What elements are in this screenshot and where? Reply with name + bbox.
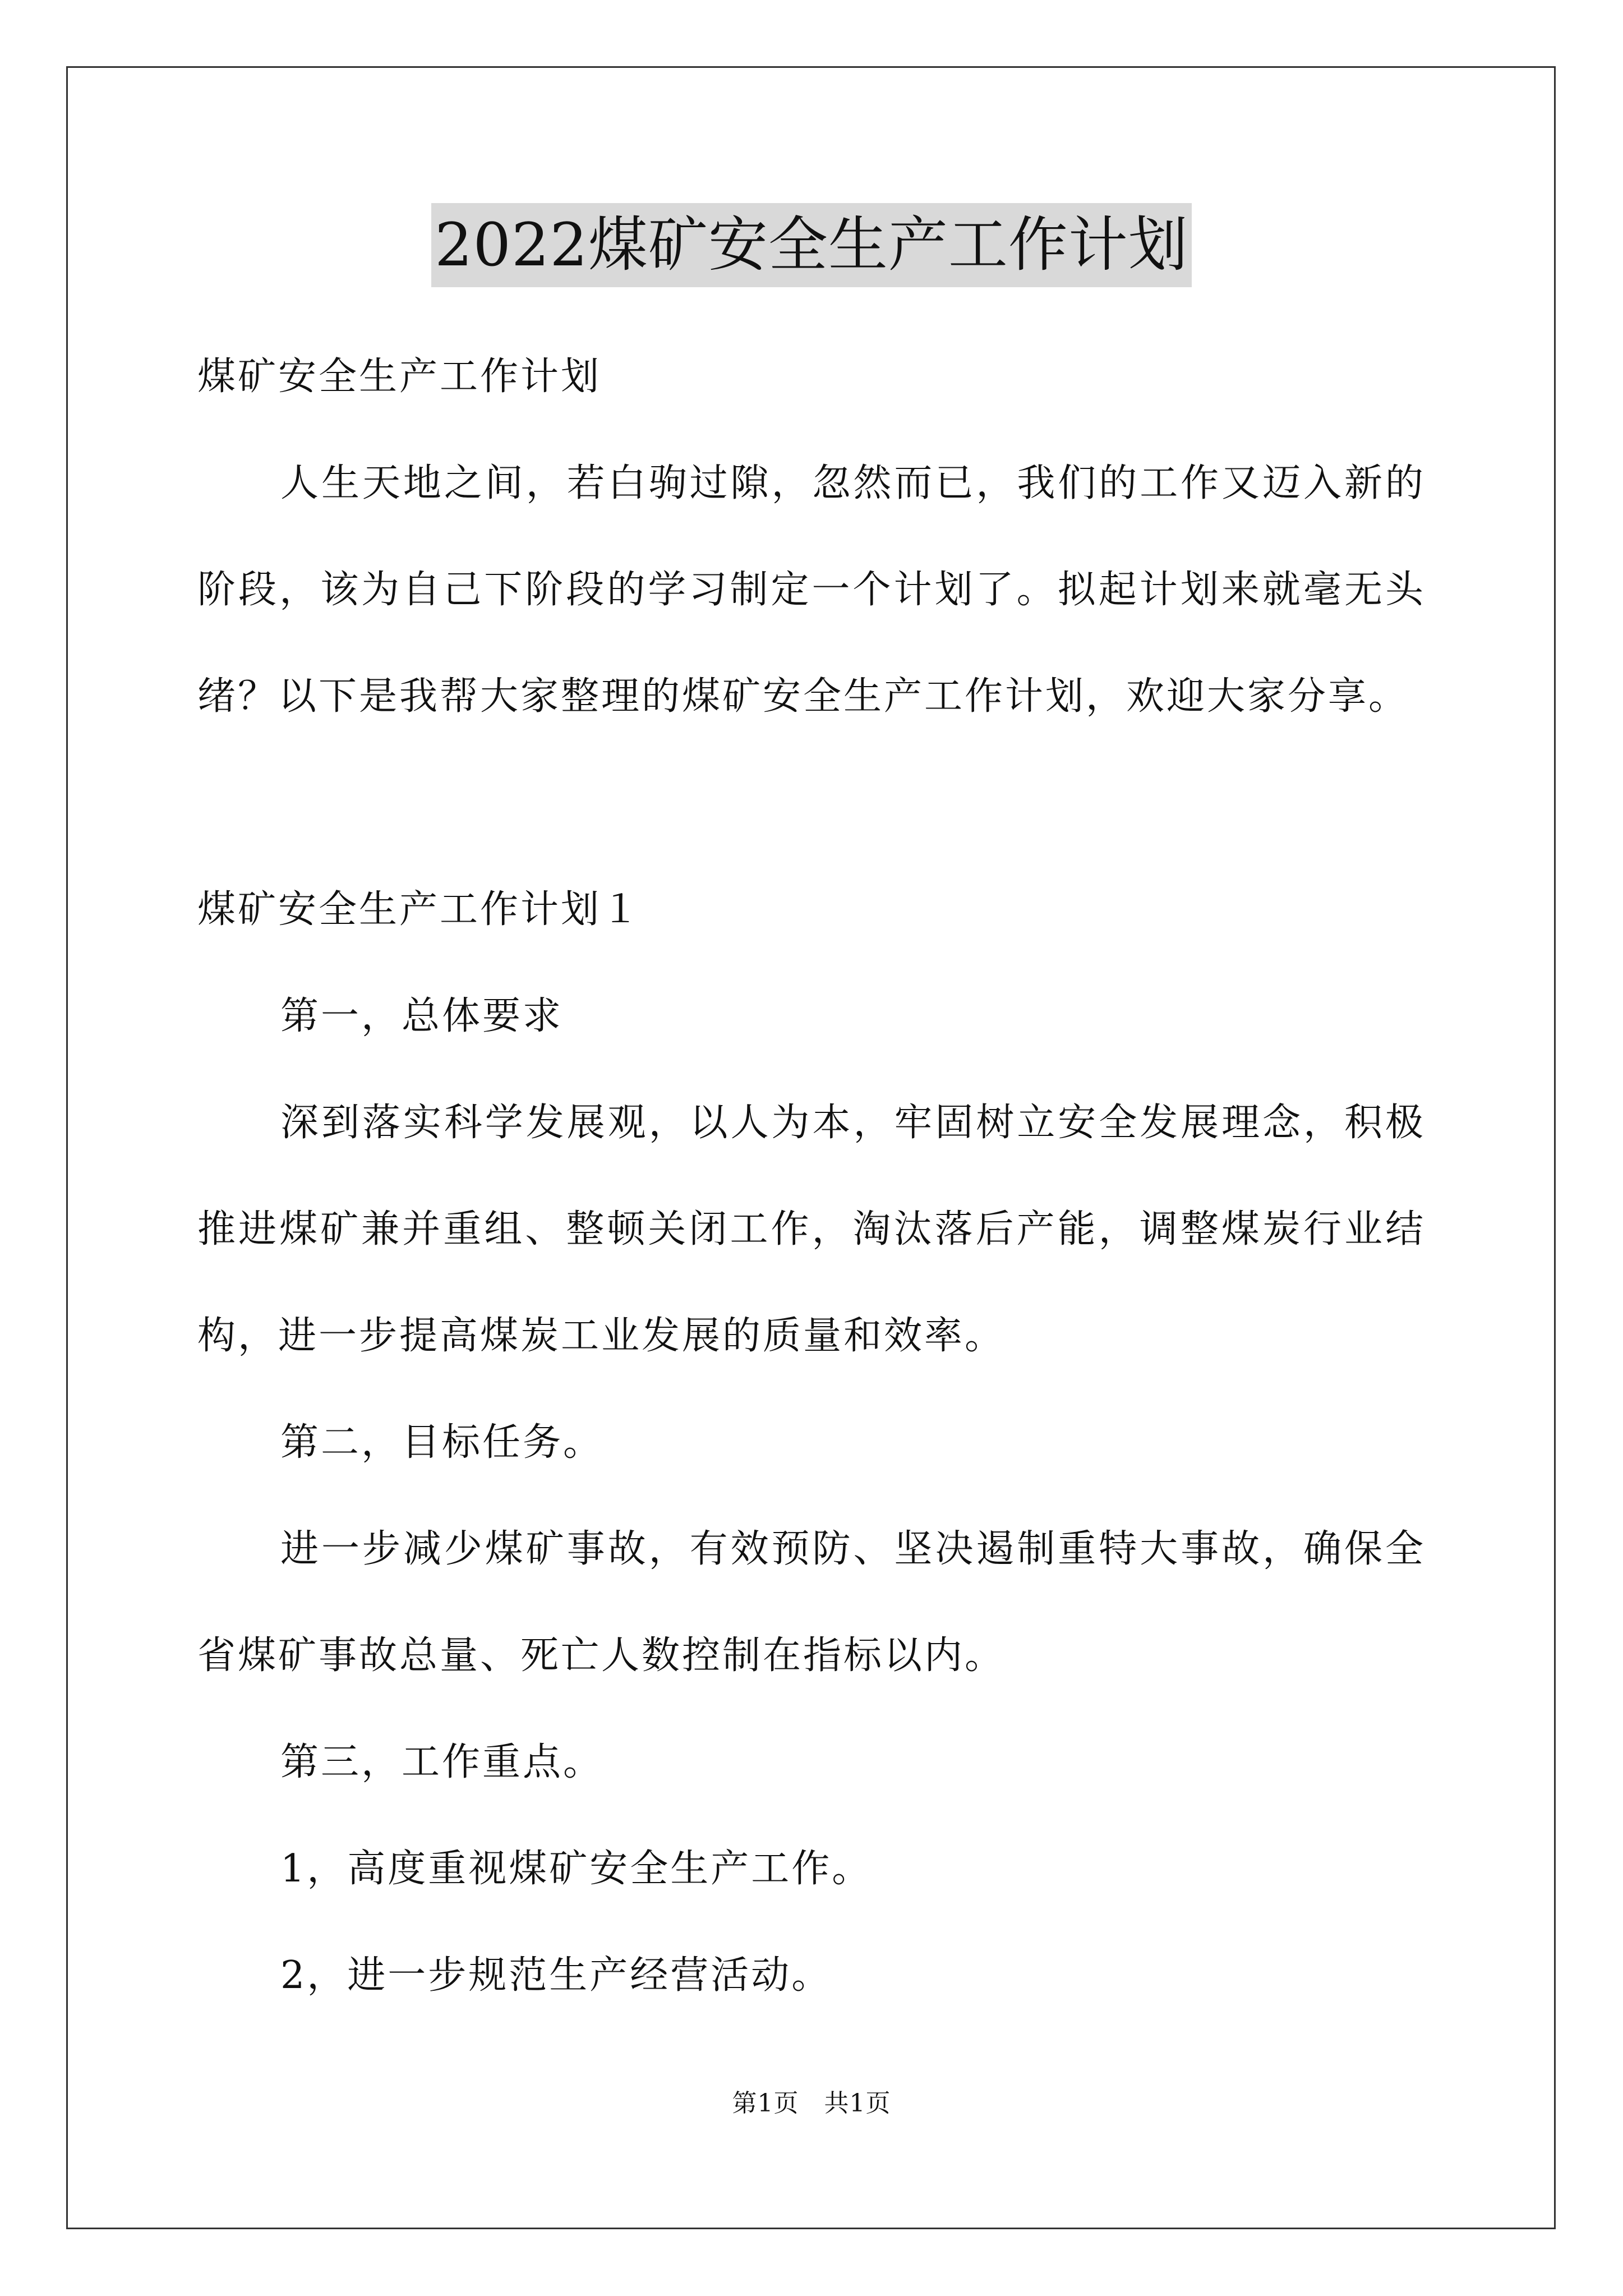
intro-line-2: 阶段，该为自己下阶段的学习制定一个计划了。拟起计划来就毫无头 [197,568,1426,612]
part1-body-line-1: 深到落实科学发展观，以人为本，牢固树立安全发展理念，积极 [280,1101,1426,1145]
document-title: 2022煤矿安全生产工作计划 [431,203,1192,287]
list-item-2: 2，进一步规范生产经营活动。 [280,1953,832,1998]
list-item-1: 1，高度重视煤矿安全生产工作。 [280,1847,873,1891]
section-heading: 煤矿安全生产工作计划１ [197,887,642,932]
part2-body-line-2: 省煤矿事故总量、死亡人数控制在指标以内。 [197,1634,1006,1678]
document-title-block [0,203,1623,287]
part3-heading: 第三，工作重点。 [280,1740,604,1784]
part2-heading: 第二，目标任务。 [280,1420,604,1465]
subtitle: 煤矿安全生产工作计划 [197,355,602,399]
intro-line-1: 人生天地之间，若白驹过隙，忽然而已，我们的工作又迈入新的 [280,461,1426,505]
part2-body-line-1: 进一步减少煤矿事故，有效预防、坚决遏制重特大事故，确保全 [280,1527,1426,1571]
intro-line-3: 绪？以下是我帮大家整理的煤矿安全生产工作计划，欢迎大家分享。 [197,674,1409,719]
page-footer: 第1页 共1页 [732,2089,891,2118]
part1-body-line-2: 推进煤矿兼并重组、整顿关闭工作，淘汰落后产能，调整煤炭行业结 [197,1207,1426,1251]
part1-body-line-3: 构，进一步提高煤炭工业发展的质量和效率。 [197,1314,1006,1358]
part1-heading: 第一，总体要求 [280,994,564,1038]
